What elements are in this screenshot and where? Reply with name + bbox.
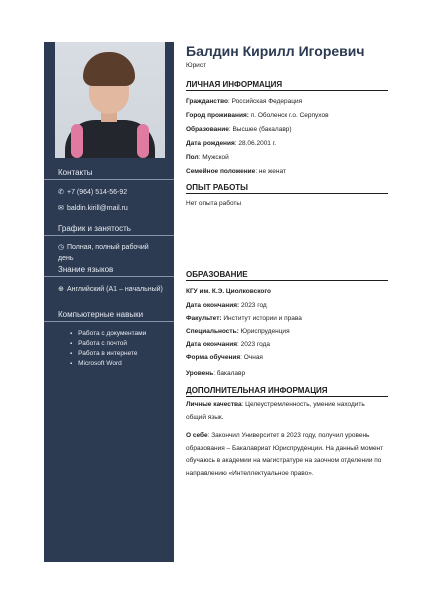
language-text: Английский (A1 – начальный): [67, 286, 163, 293]
birth-value: : 28.06.2001 г.: [234, 140, 277, 147]
additional-heading: ДОПОЛНИТЕЛЬНАЯ ИНФОРМАЦИЯ: [186, 386, 388, 397]
end-date-value: 2023 год: [239, 302, 267, 309]
about-label: О себе: [186, 432, 208, 439]
degree-value: : бакалавр: [213, 370, 246, 377]
list-item: ▪ Microsoft Word: [70, 359, 170, 369]
specialty-label: Специальность:: [186, 328, 239, 335]
end-date-label: Дата окончания:: [186, 302, 240, 309]
profile-photo: [55, 42, 165, 158]
experience-heading: ОПЫТ РАБОТЫ: [186, 183, 388, 194]
email-contact: [58, 204, 166, 215]
study-form-value: : Очная: [240, 354, 263, 361]
residence-value: п. Оболенск г.о. Серпухов: [248, 112, 329, 119]
schedule-item: [58, 243, 166, 264]
skills-heading: Компьютерные навыки: [44, 310, 174, 322]
degree-label: Уровень: [186, 370, 214, 377]
experience-text: Нет опыта работы: [186, 200, 242, 207]
institution-name: КГУ им. К.Э. Циолковского: [186, 288, 271, 295]
specialty-line: [186, 326, 386, 337]
page-title: Балдин Кирилл Игоревич: [186, 43, 365, 59]
faculty-line: [186, 313, 386, 324]
list-item: ▪ Работа с почтой: [70, 339, 170, 349]
contacts-heading: Контакты: [44, 168, 174, 180]
phone-contact: [58, 188, 166, 199]
qualities-value: : Целеустремленность, умение находить общий язык.: [186, 401, 365, 421]
skills-list: [70, 329, 170, 369]
about-value: : Закончил Университет в 2023 году, получил уровень образования – Бакалавриат Юриспруденции. На данный момент обучаюсь в академии на магистратуре на заочном отделении по направлению «Интеллектуальное право».: [186, 432, 384, 477]
language-item: [58, 285, 166, 296]
sex-label: Пол: [186, 154, 199, 161]
study-form-label: Форма обучения: [186, 354, 241, 361]
marital-value: : не женат: [255, 168, 286, 175]
list-item: ▪ Работа в интернете: [70, 349, 170, 359]
education-level-label: Образование: [186, 126, 229, 133]
residence-label: Город проживания:: [186, 112, 249, 119]
education-heading: ОБРАЗОВАНИЕ: [186, 270, 388, 281]
citizenship-label: Гражданство: [186, 98, 228, 105]
residence-line: [186, 110, 386, 121]
sex-line: [186, 152, 386, 163]
institution-line: [186, 286, 386, 297]
personal-heading: ЛИЧНАЯ ИНФОРМАЦИЯ: [186, 80, 388, 91]
email-text: baldin.kirill@mail.ru: [67, 205, 128, 212]
qualities-paragraph: [186, 399, 386, 424]
birth-label: Дата рождения: [186, 140, 235, 147]
schedule-heading: График и занятость: [44, 224, 174, 236]
phone-text: +7 (964) 514-56-92: [67, 189, 128, 196]
list-item: ▪ Работа с документами: [70, 329, 170, 339]
education-level-value: : Высшее (бакалавр): [228, 126, 292, 133]
globe-icon: ⊕: [58, 286, 64, 293]
about-paragraph: [186, 430, 386, 480]
education-level-line: [186, 124, 386, 135]
citizenship-line: [186, 96, 386, 107]
faculty-label: Факультет:: [186, 315, 222, 322]
marital-line: [186, 166, 386, 177]
languages-heading: Знание языков: [44, 265, 174, 277]
end-date2-line: [186, 339, 386, 350]
mail-icon: ✉: [58, 205, 64, 212]
phone-icon: ✆: [58, 189, 64, 196]
specialty-value: Юриспруденция: [238, 328, 290, 335]
faculty-value: Институт истории и права: [221, 315, 302, 322]
end-date2-value: : 2023 года: [237, 341, 270, 348]
schedule-text: Полная, полный рабочий день: [58, 244, 149, 262]
birth-line: [186, 138, 386, 149]
degree-line: [186, 368, 386, 379]
end-date-line: [186, 300, 386, 311]
citizenship-value: : Российская Федерация: [227, 98, 303, 105]
end-date2-label: Дата окончания: [186, 341, 237, 348]
sidebar: [44, 42, 174, 562]
clock-icon: ◷: [58, 244, 65, 251]
study-form-line: [186, 352, 386, 363]
marital-label: Семейное положение: [186, 168, 256, 175]
qualities-label: Личные качества: [186, 401, 242, 408]
sex-value: : Мужской: [198, 154, 229, 161]
job-title: Юрист: [186, 62, 207, 69]
